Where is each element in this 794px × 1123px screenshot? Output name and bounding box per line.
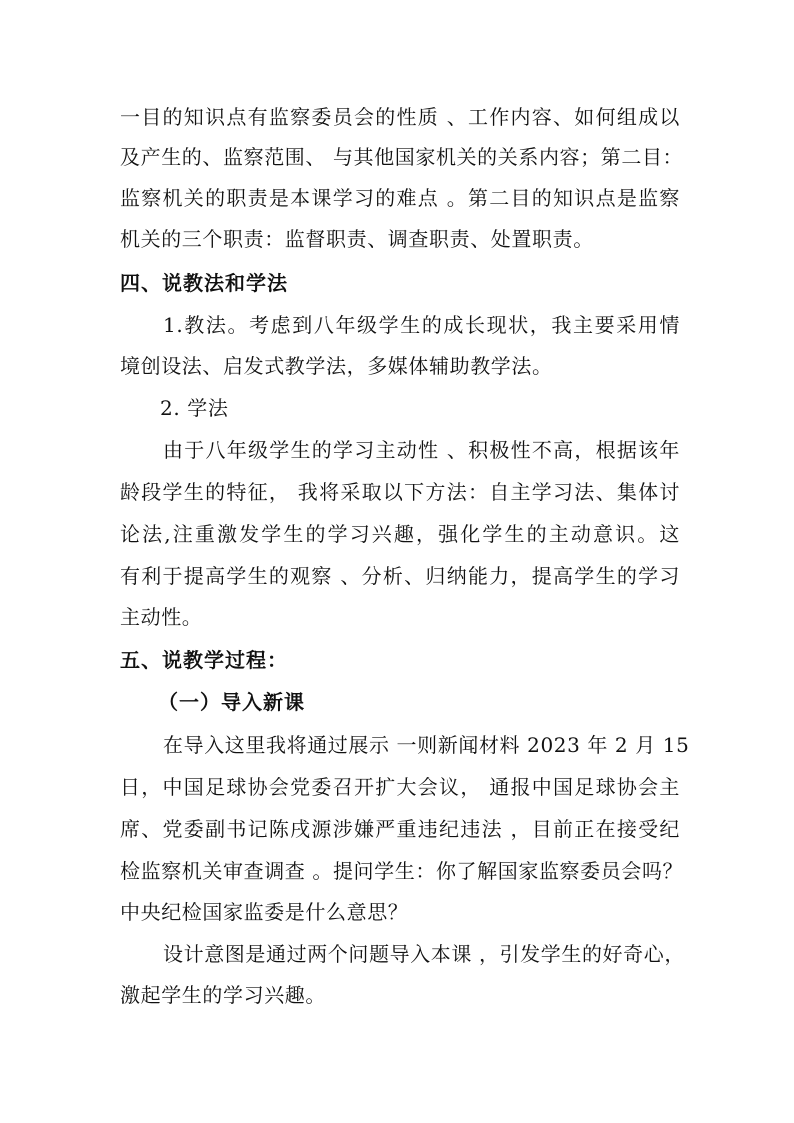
paragraph-line: 及产生的、监察范围、 与其他国家机关的关系内容；第二目： [120,145,684,169]
paragraph-line: 由于八年级学生的学习主动性 、积极性不高，根据该年 [163,438,680,462]
paragraph-line: 在导入这里我将通过展示 一则新闻材料 2023 年 2 月 15 [163,733,690,757]
paragraph-line: 日，中国足球协会党委召开扩大会议， 通报中国足球协会主 [120,775,680,799]
paragraph-line: 检监察机关审查调查 。提问学生：你了解国家监察委员会吗？ [120,859,684,883]
paragraph-line: 有利于提高学生的观察 、分析、归纳能力，提高学生的学习 [120,564,680,588]
paragraph-line: 1.教法。考虑到八年级学生的成长现状，我主要采用情 [163,313,680,337]
paragraph-line: 中央纪检国家监委是什么意思？ [120,900,409,924]
paragraph-line: 席、党委副书记陈戌源涉嫌严重违纪违法 ，目前正在接受纪 [120,817,680,841]
paragraph-line: 监察机关的职责是本课学习的难点 。第二目的知识点是监察 [120,186,680,210]
paragraph-line: 主动性。 [120,605,203,629]
section-heading-4: 四、说教法和学法 [120,271,288,295]
paragraph-line: 激起学生的学习兴趣。 [120,983,326,1007]
paragraph-line: 机关的三个职责：监督职责、调查职责、处置职责。 [120,227,594,251]
paragraph-line: 境创设法、启发式教学法，多媒体辅助教学法。 [120,354,553,378]
subheading-introduction: （一）导入新课 [158,690,305,714]
paragraph-line: 龄段学生的特征， 我将采取以下方法：自主学习法、集体讨 [120,480,680,504]
subheading-study-method: 2. 学法 [160,396,229,420]
paragraph-line: 论法,注重激发学生的学习兴趣，强化学生的主动意识。这 [120,522,680,546]
paragraph-line: 设计意图是通过两个问题导入本课 ，引发学生的好奇心， [163,942,685,966]
paragraph-line: 一目的知识点有监察委员会的性质 、工作内容、如何组成以 [120,105,680,129]
section-heading-5: 五、说教学过程： [120,648,288,672]
